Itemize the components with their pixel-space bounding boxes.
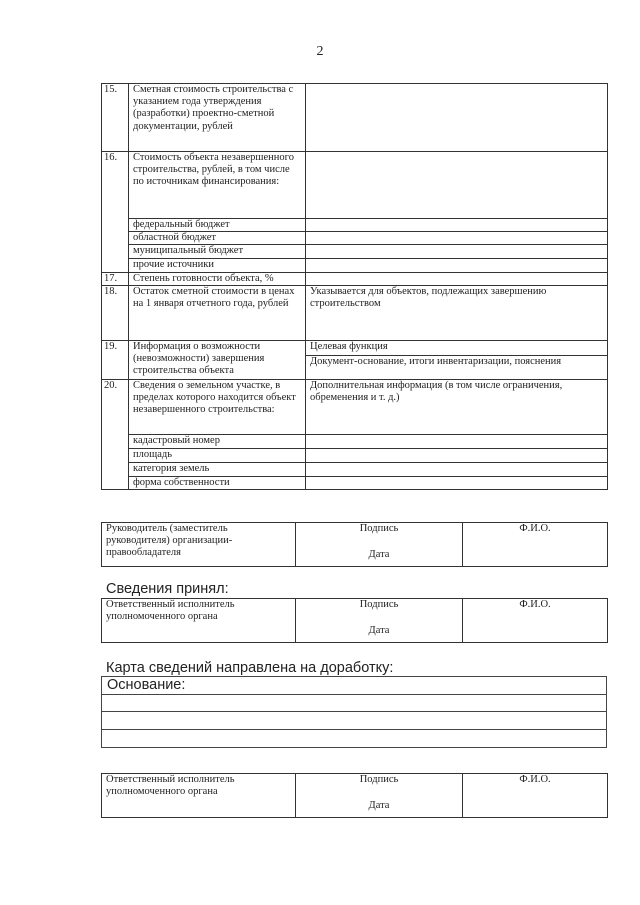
- row-label: Стоимость объекта незавершенного строительства, рублей, в том числе по источникам финансирования:: [129, 152, 306, 219]
- table-row: [102, 272, 608, 285]
- land-plot-attr-value-field[interactable]: [306, 434, 608, 448]
- row-value-field[interactable]: [306, 152, 608, 219]
- row-label: Остаток сметной стоимости в ценах на 1 января отчетного года, рублей: [129, 285, 306, 340]
- target-function-label: Целевая функция: [306, 340, 608, 355]
- row-label: Сведения о земельном участке, в пределах которого находится объект незавершенного строительства:: [129, 379, 306, 434]
- table-row: [102, 462, 608, 476]
- table-row: [102, 285, 608, 340]
- land-plot-attr-value-field[interactable]: [306, 462, 608, 476]
- date-label: Дата: [368, 800, 390, 812]
- page-number: 2: [316, 44, 324, 59]
- table-row: [102, 448, 608, 462]
- row-number: 17.: [102, 272, 129, 285]
- table-row: [102, 152, 608, 219]
- accepted-heading: Сведения принял:: [106, 581, 229, 597]
- table-row: [102, 434, 608, 448]
- funding-source-value-field[interactable]: [306, 219, 608, 232]
- signatory-role: Ответственный исполнитель уполномоченного органа: [102, 774, 296, 818]
- basis-label: Основание:: [107, 677, 186, 693]
- table-row: [102, 259, 608, 272]
- date-label: Дата: [368, 549, 390, 561]
- table-row: [102, 245, 608, 259]
- fio-field[interactable]: [463, 523, 608, 567]
- signature-label: Подпись: [359, 774, 399, 785]
- funding-source-label: федеральный бюджет: [129, 219, 306, 232]
- land-plot-attr-label: форма собственности: [129, 476, 306, 489]
- accepted-signature-table: [101, 598, 608, 643]
- funding-source-value-field[interactable]: [306, 232, 608, 245]
- row-value-field[interactable]: [306, 272, 608, 285]
- row-number: 15.: [102, 84, 129, 152]
- row-number: 19.: [102, 340, 129, 379]
- row-label: Сметная стоимость строительства с указанием года утверждения (разработки) проектно-сметной документации, рублей: [129, 84, 306, 152]
- row-number: 16.: [102, 152, 129, 273]
- basis-text-area[interactable]: [102, 695, 606, 747]
- row-label: Степень готовности объекта, %: [129, 272, 306, 285]
- signature-field[interactable]: [296, 599, 463, 643]
- table-row: [102, 340, 608, 355]
- funding-source-value-field[interactable]: [306, 259, 608, 272]
- table-row: [102, 476, 608, 489]
- signatory-role: Ответственный исполнитель уполномоченного органа: [102, 599, 296, 643]
- basis-document-label: Документ-основание, итоги инвентаризации, пояснения: [306, 355, 608, 379]
- head-signature-table: [101, 522, 608, 567]
- table-row: [102, 84, 608, 152]
- rework-heading: Карта сведений направлена на доработку:: [106, 660, 394, 676]
- fio-field[interactable]: [463, 599, 608, 643]
- signature-label: Подпись: [359, 523, 399, 534]
- row-number: 20.: [102, 379, 129, 489]
- fio-label: Ф.И.О.: [519, 523, 551, 534]
- signature-field[interactable]: [296, 774, 463, 818]
- table-row: [102, 232, 608, 245]
- land-plot-attr-label: площадь: [129, 448, 306, 462]
- signature-label: Подпись: [359, 599, 399, 610]
- divider: [606, 676, 607, 748]
- signature-field[interactable]: [296, 523, 463, 567]
- rework-signature-table: [101, 773, 608, 818]
- land-plot-attr-value-field[interactable]: [306, 448, 608, 462]
- land-plot-attr-label: кадастровый номер: [129, 434, 306, 448]
- row-label: Информация о возможности (невозможности) завершения строительства объекта: [129, 340, 306, 379]
- date-label: Дата: [368, 625, 390, 637]
- funding-source-label: областной бюджет: [129, 232, 306, 245]
- row-value-hint: Указывается для объектов, подлежащих завершению строительством: [306, 285, 608, 340]
- object-info-table: [101, 83, 608, 490]
- funding-source-label: муниципальный бюджет: [129, 245, 306, 259]
- row-value-field[interactable]: [306, 84, 608, 152]
- fio-field[interactable]: [463, 774, 608, 818]
- table-row: [102, 219, 608, 232]
- signatory-role: Руководитель (заместитель руководителя) организации-правообладателя: [102, 523, 296, 567]
- fio-label: Ф.И.О.: [519, 599, 551, 610]
- additional-info-label: Дополнительная информация (в том числе ограничения, обременения и т. д.): [306, 379, 608, 434]
- table-row: [102, 379, 608, 434]
- divider: [101, 747, 607, 748]
- land-plot-attr-label: категория земель: [129, 462, 306, 476]
- land-plot-attr-value-field[interactable]: [306, 476, 608, 489]
- row-number: 18.: [102, 285, 129, 340]
- funding-source-value-field[interactable]: [306, 245, 608, 259]
- funding-source-label: прочие источники: [129, 259, 306, 272]
- fio-label: Ф.И.О.: [519, 774, 551, 785]
